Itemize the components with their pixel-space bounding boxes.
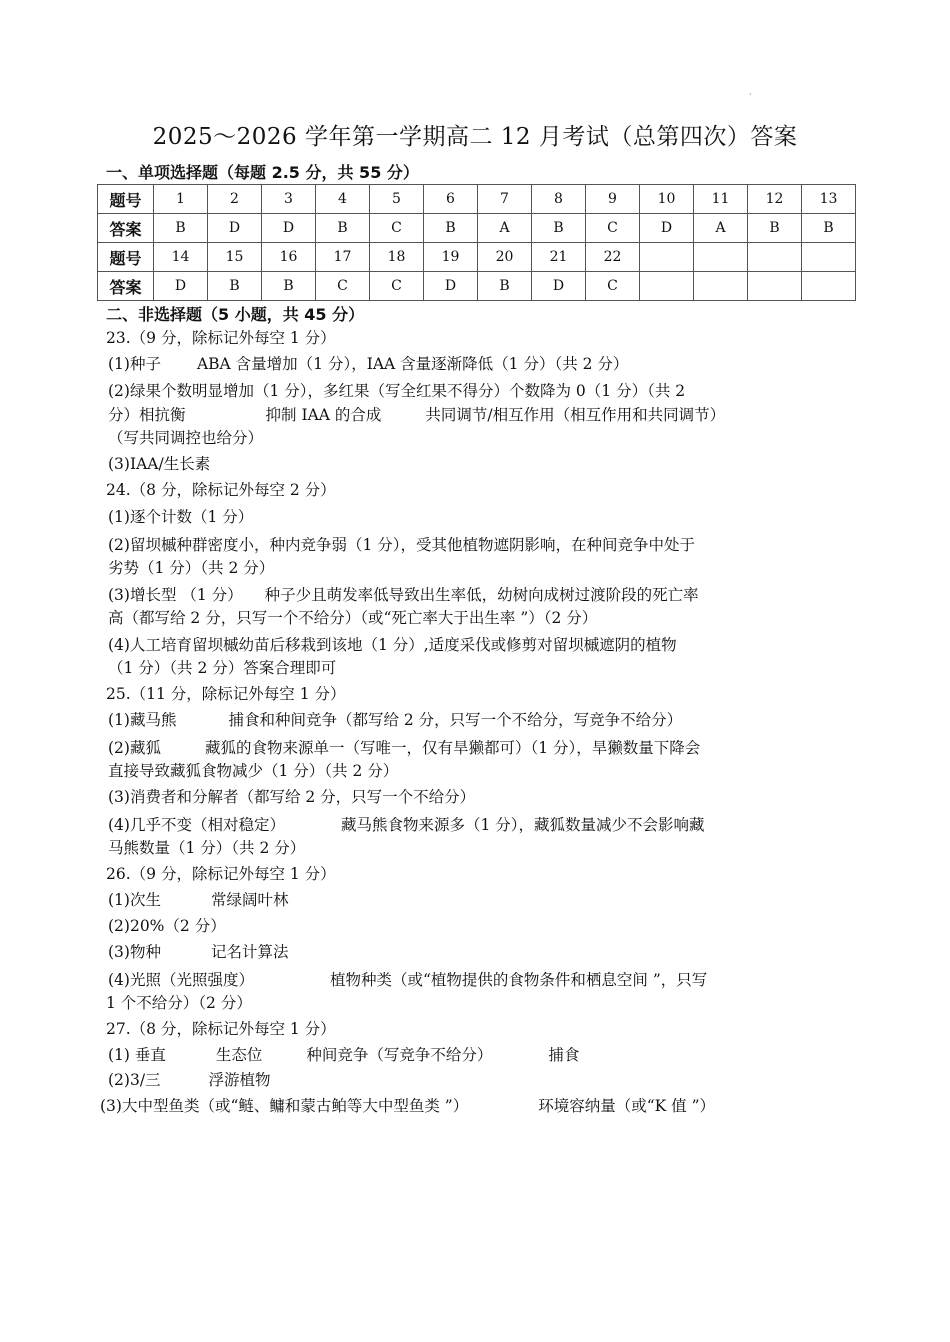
question-number: 20 <box>478 243 532 272</box>
row-label: 答案 <box>98 214 154 243</box>
row-label: 题号 <box>98 185 154 214</box>
answer-cell: B <box>748 214 802 243</box>
answer-cell: C <box>370 214 424 243</box>
q24-answer-2-line2: 劣势（1 分）（共 2 分） <box>108 559 275 577</box>
answer-cell: B <box>424 214 478 243</box>
page-dot-mark: · <box>749 90 752 99</box>
q24-answer-2-line1: (2)留坝槭种群密度小，种内竞争弱（1 分），受其他植物遮阴影响，在种间竞争中处于 <box>108 536 695 554</box>
answer-cell: C <box>586 272 640 301</box>
answer-cell: D <box>424 272 478 301</box>
question-number: 3 <box>262 185 316 214</box>
question-number: 11 <box>694 185 748 214</box>
question-number: 5 <box>370 185 424 214</box>
q23-a2-part1: 分）相抗衡 <box>108 406 186 424</box>
q26-answer-4-line2: 1 个不给分）（2 分） <box>106 994 252 1012</box>
question-number: 7 <box>478 185 532 214</box>
q23-a2-part2: 抑制 IAA 的合成 <box>265 406 382 424</box>
answer-cell: D <box>154 272 208 301</box>
row-label: 题号 <box>98 243 154 272</box>
row-label: 答案 <box>98 272 154 301</box>
q24-answer-4-line1: (4)人工培育留坝槭幼苗后移栽到该地（1 分）,适度采伐或修剪对留坝槭遮阴的植物 <box>108 636 677 654</box>
q25-heading: 25.（11 分，除标记外每空 1 分） <box>106 685 346 703</box>
q27-a1-part2: 生态位 <box>215 1046 263 1064</box>
q24-heading: 24.（8 分，除标记外每空 2 分） <box>106 481 336 499</box>
q25-a4-part1: (4)几乎不变（相对稳定） <box>108 816 285 834</box>
question-number: 10 <box>640 185 694 214</box>
answer-cell: B <box>478 272 532 301</box>
question-number: 14 <box>154 243 208 272</box>
q23-answer-3: (3)IAA/生长素 <box>108 455 211 473</box>
answer-cell: B <box>532 214 586 243</box>
answer-cell: D <box>640 214 694 243</box>
answer-cell: B <box>208 272 262 301</box>
answer-cell: D <box>208 214 262 243</box>
answer-cell: D <box>532 272 586 301</box>
question-number <box>748 243 802 272</box>
answer-cell: A <box>478 214 532 243</box>
q27-a1-part1: (1) 垂直 <box>108 1046 166 1064</box>
q27-a1-part3: 种间竞争（写竞争不给分） <box>306 1046 493 1064</box>
q25-answer-4-line2: 马熊数量（1 分）（共 2 分） <box>108 839 306 857</box>
q25-a2-part1: (2)藏狐 <box>108 739 161 757</box>
q24-answer-3-line1 <box>108 583 699 605</box>
q25-a1-part2: 捕食和种间竞争（都写给 2 分，只写一个不给分，写竞争不给分） <box>228 711 683 729</box>
q27-a3-part2: 环境容纳量（或“K 值 ”） <box>538 1097 716 1115</box>
q25-answer-2-line2: 直接导致藏狐食物减少（1 分）（共 2 分） <box>108 762 399 780</box>
q27-answer-1 <box>108 1043 579 1065</box>
table-row <box>98 272 856 301</box>
question-number <box>640 243 694 272</box>
question-number: 4 <box>316 185 370 214</box>
q26-answer-2: (2)20%（2 分） <box>108 917 226 935</box>
q23-answer-2-line1: (2)绿果个数明显增加（1 分），多红果（写全红果不得分）个数降为 0（1 分）（共 2 <box>108 382 686 400</box>
q27-answer-2 <box>108 1068 271 1090</box>
q23-answer-1 <box>108 352 628 374</box>
q27-a2-part2: 浮游植物 <box>208 1071 271 1089</box>
answer-cell <box>694 272 748 301</box>
q27-a2-part1: (2)3/三 <box>108 1071 161 1089</box>
q26-a3-part1: (3)物种 <box>108 943 161 961</box>
q25-answer-1 <box>108 708 682 730</box>
table-row <box>98 243 856 272</box>
answer-table <box>97 184 856 301</box>
q27-a3-part1: (3)大中型鱼类（或“鲢、鳙和蒙古鲌等大中型鱼类 ”） <box>100 1097 469 1115</box>
table-row <box>98 185 856 214</box>
question-number: 15 <box>208 243 262 272</box>
q26-a1-part2: 常绿阔叶林 <box>210 891 289 909</box>
question-number: 16 <box>262 243 316 272</box>
answer-cell: B <box>262 272 316 301</box>
q26-heading: 26.（9 分，除标记外每空 1 分） <box>106 865 336 883</box>
q27-heading: 27.（8 分，除标记外每空 1 分） <box>106 1020 336 1038</box>
question-number: 9 <box>586 185 640 214</box>
answer-cell <box>802 272 856 301</box>
q26-a4-part1: (4)光照（光照强度） <box>108 971 254 989</box>
q25-a1-part1: (1)藏马熊 <box>108 711 177 729</box>
page-title: 2025～2026 学年第一学期高二 12 月考试（总第四次）答案 <box>152 124 798 150</box>
q23-answer-2-line2 <box>108 403 725 425</box>
q26-answer-3 <box>108 940 288 962</box>
answer-cell <box>640 272 694 301</box>
q24-answer-1: (1)逐个计数（1 分） <box>108 508 254 526</box>
question-number: 19 <box>424 243 478 272</box>
answer-cell: C <box>586 214 640 243</box>
q26-answer-4-line1 <box>108 968 707 990</box>
section-1-heading: 一、单项选择题（每题 2.5 分，共 55 分） <box>106 163 419 182</box>
q23-heading: 23.（9 分，除标记外每空 1 分） <box>106 329 336 347</box>
question-number: 18 <box>370 243 424 272</box>
answer-cell: A <box>694 214 748 243</box>
q27-a1-part4: 捕食 <box>548 1046 580 1064</box>
question-number: 2 <box>208 185 262 214</box>
q24-a3-part1: (3)增长型 （1 分） <box>108 586 243 604</box>
question-number: 6 <box>424 185 478 214</box>
question-number <box>694 243 748 272</box>
question-number: 17 <box>316 243 370 272</box>
answer-cell: C <box>370 272 424 301</box>
q25-answer-3: (3)消费者和分解者（都写给 2 分，只写一个不给分） <box>108 788 476 806</box>
q26-a3-part2: 记名计算法 <box>210 943 289 961</box>
q23-a2-part3: 共同调节/相互作用（相互作用和共同调节） <box>425 406 726 424</box>
q26-answer-1 <box>108 888 288 910</box>
q24-answer-3-line2: 高（都写给 2 分，只写一个不给分）（或“死亡率大于出生率 ”）（2 分） <box>108 609 598 627</box>
q27-answer-3 <box>100 1094 715 1116</box>
question-number: 13 <box>802 185 856 214</box>
question-number: 8 <box>532 185 586 214</box>
answer-cell: B <box>802 214 856 243</box>
q26-a4-part2: 植物种类（或“植物提供的食物条件和栖息空间 ”，只写 <box>329 971 708 989</box>
question-number: 1 <box>154 185 208 214</box>
table-row <box>98 214 856 243</box>
question-number: 22 <box>586 243 640 272</box>
q23-a1-part1: (1)种子 <box>108 355 161 373</box>
answer-cell: B <box>154 214 208 243</box>
section-2-heading: 二、非选择题（5 小题，共 45 分） <box>106 305 365 324</box>
answer-cell: B <box>316 214 370 243</box>
q25-answer-4-line1 <box>108 813 705 835</box>
question-number <box>802 243 856 272</box>
answer-cell <box>748 272 802 301</box>
q24-answer-4-line2: （1 分）（共 2 分）答案合理即可 <box>108 659 337 677</box>
answer-cell: C <box>316 272 370 301</box>
q25-a2-part2: 藏狐的食物来源单一（写唯一，仅有旱獭都可）（1 分），旱獭数量下降会 <box>204 739 701 757</box>
question-number: 12 <box>748 185 802 214</box>
q23-a1-part2: ABA 含量增加（1 分），IAA 含量逐渐降低（1 分）（共 2 分） <box>196 355 629 373</box>
q25-answer-2-line1 <box>108 736 700 758</box>
q24-a3-part2: 种子少且萌发率低导致出生率低，幼树向成树过渡阶段的死亡率 <box>264 586 699 604</box>
question-number: 21 <box>532 243 586 272</box>
q26-a1-part1: (1)次生 <box>108 891 161 909</box>
q23-answer-2-line3: （写共同调控也给分） <box>108 429 264 447</box>
answer-cell: D <box>262 214 316 243</box>
q25-a4-part2: 藏马熊食物来源多（1 分），藏狐数量减少不会影响藏 <box>340 816 705 834</box>
